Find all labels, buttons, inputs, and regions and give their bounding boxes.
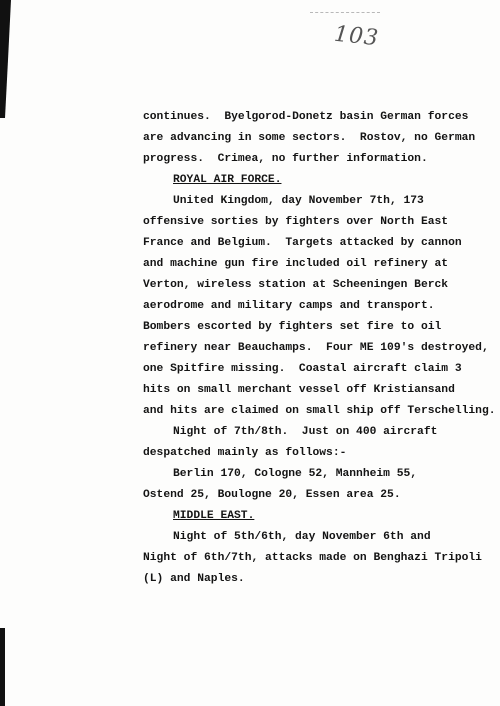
text-line: Bombers escorted by fighters set fire to oil xyxy=(143,321,442,333)
scan-edge-mark-bottom xyxy=(0,628,5,706)
text-line: United Kingdom, day November 7th, 173 xyxy=(173,195,424,207)
text-line: progress. Crimea, no further information. xyxy=(143,153,428,165)
text-line: Night of 7th/8th. Just on 400 aircraft xyxy=(173,426,438,438)
pencil-dash-rule xyxy=(310,12,380,13)
text-line: aerodrome and military camps and transport. xyxy=(143,300,435,312)
handwritten-page-number: 103 xyxy=(332,21,381,52)
text-line: are advancing in some sectors. Rostov, no German xyxy=(143,132,476,144)
text-line: Berlin 170, Cologne 52, Mannheim 55, xyxy=(173,468,418,480)
text-line: continues. Byelgorod-Donetz basin German forces xyxy=(143,111,469,123)
text-line: Ostend 25, Boulogne 20, Essen area 25. xyxy=(143,489,401,501)
scan-edge-mark xyxy=(0,0,11,118)
text-line: and machine gun fire included oil refinery at xyxy=(143,258,449,270)
text-line: hits on small merchant vessel off Kristiansand xyxy=(143,384,455,396)
text-line: and hits are claimed on small ship off Terschelling. xyxy=(143,405,496,417)
section-heading: ROYAL AIR FORCE. xyxy=(173,174,282,186)
text-line: despatched mainly as follows:- xyxy=(143,447,347,459)
text-line: refinery near Beauchamps. Four ME 109's destroyed, xyxy=(143,342,489,354)
text-line: Night of 6th/7th, attacks made on Benghazi Tripoli xyxy=(143,552,482,564)
text-line: (L) and Naples. xyxy=(143,573,245,585)
text-line: offensive sorties by fighters over North East xyxy=(143,216,449,228)
text-line: one Spitfire missing. Coastal aircraft claim 3 xyxy=(143,363,462,375)
text-line: Verton, wireless station at Scheeningen Berck xyxy=(143,279,449,291)
text-line: Night of 5th/6th, day November 6th and xyxy=(173,531,431,543)
text-line: France and Belgium. Targets attacked by cannon xyxy=(143,237,462,249)
section-heading: MIDDLE EAST. xyxy=(173,510,255,522)
